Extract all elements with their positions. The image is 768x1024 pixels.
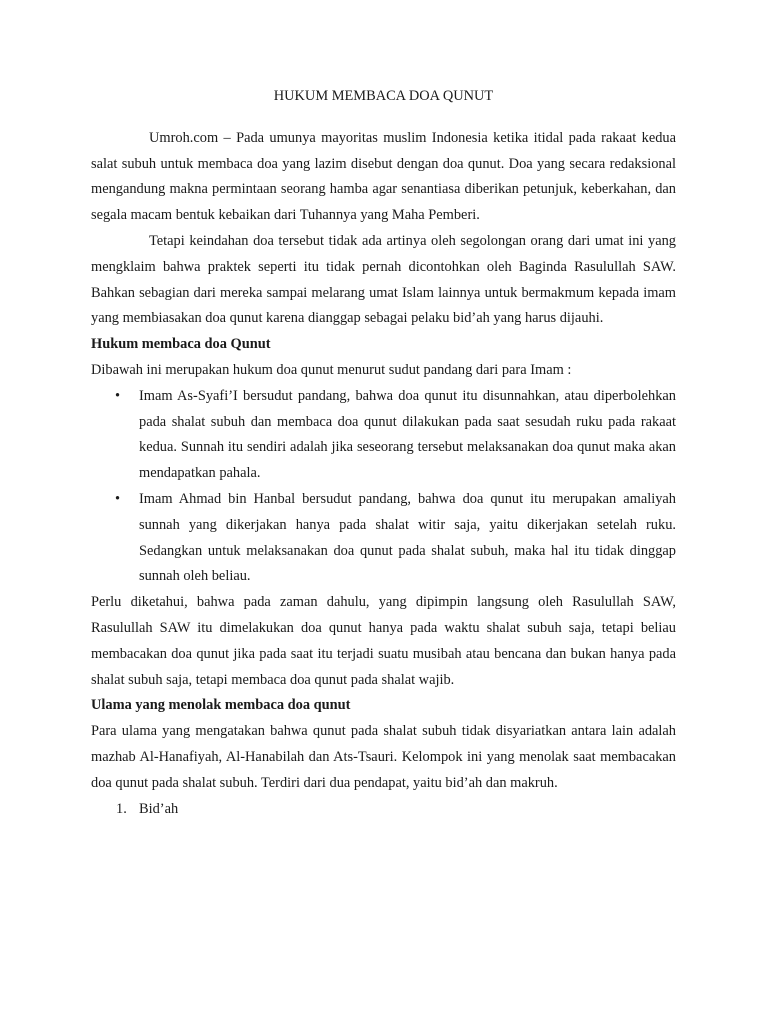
bullet-icon: • xyxy=(115,490,121,507)
section-heading-ulama: Ulama yang menolak membaca doa qunut xyxy=(91,697,351,714)
list-item xyxy=(115,384,676,487)
ulama-paragraph: Para ulama yang mengatakan bahwa qunut pada shalat subuh tidak disyariatkan antara lain adalah mazhab Al-Hanafiyah, Al-Hanabilah dan Ats-Tsauri. Kelompok ini yang menolak saat membacakan doa qunut pada shalat subuh. Terdiri dari dua pendapat, yaitu bid’ah dan makruh. xyxy=(91,723,676,791)
section-lead: Dibawah ini merupakan hukum doa qunut menurut sudut pandang dari para Imam : xyxy=(91,361,572,378)
intro-paragraph-2: Tetapi keindahan doa tersebut tidak ada artinya oleh segolongan orang dari umat ini yang mengklaim bahwa praktek seperti itu tidak pernah dicontohkan oleh Baginda Rasulullah SAW. Bahkan sebagian dari mereka sampai melarang umat Islam lainnya untuk bermakmum kepada imam yang membiasakan doa qunut karena dianggap sebagai pelaku bid’ah yang harus dijauhi. xyxy=(91,232,676,327)
document-title: HUKUM MEMBACA DOA QUNUT xyxy=(273,88,494,104)
bullet-icon: • xyxy=(115,387,121,404)
closing-paragraph: Perlu diketahui, bahwa pada zaman dahulu, yang dipimpin langsung oleh Rasulullah SAW, Rasulullah SAW itu dimelakukan doa qunut hanya pada waktu shalat subuh saja, tetapi beliau membacakan doa qunut jika pada saat itu terjadi suatu musibah atau bencana dan bukan hanya pada shalat subuh saja, tetapi membaca doa qunut pada shalat wajib. xyxy=(91,594,676,688)
list-number: 1. xyxy=(116,800,127,817)
imam-opinions-list xyxy=(91,384,676,590)
list-item-text: Bid’ah xyxy=(139,800,179,817)
numbered-list xyxy=(91,797,676,823)
list-item-text: Imam As-Syafi’I bersudut pandang, bahwa doa qunut itu disunnahkan, atau diperbolehkan pada shalat subuh dan membaca doa qunut dilakukan pada saat sesudah ruku pada rakaat kedua. Sunnah itu sendiri adalah jika seseorang tersebut melaksanakan doa qunut maka akan mendapatkan pahala. xyxy=(139,387,676,482)
document-page xyxy=(91,84,676,822)
intro-paragraph-1: Umroh.com – Pada umunya mayoritas muslim Indonesia ketika itidal pada rakaat kedua salat subuh untuk membaca doa yang lazim disebut dengan doa qunut. Doa yang secara redaksional mengandung makna permintaan seorang hamba agar senantiasa diberikan petunjuk, keberkahan, dan segala macam bentuk kebaikan dari Tuhannya yang Maha Pemberi. xyxy=(91,129,676,224)
list-item-text: Imam Ahmad bin Hanbal bersudut pandang, bahwa doa qunut itu merupakan amaliyah sunnah yang dikerjakan hanya pada shalat witir saja, yaitu dikerjakan setelah ruku. Sedangkan untuk melaksanakan doa qunut pada shalat subuh, maka hal itu tidak dinggap sunnah oleh beliau. xyxy=(139,490,676,585)
list-item xyxy=(116,797,676,823)
list-item xyxy=(115,487,676,590)
section-heading-hukum: Hukum membaca doa Qunut xyxy=(91,336,271,353)
